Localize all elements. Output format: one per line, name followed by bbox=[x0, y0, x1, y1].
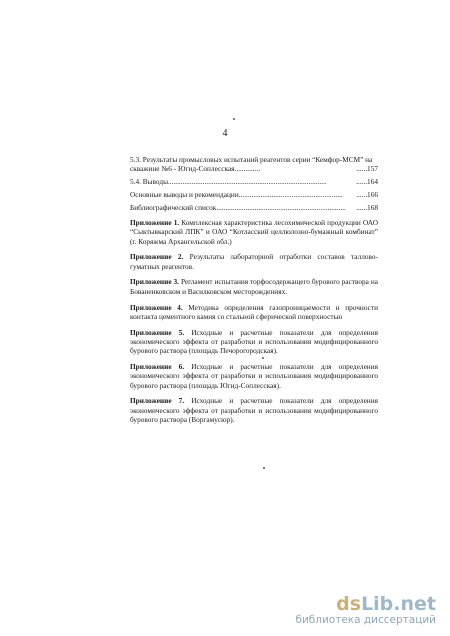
appendix-label: Приложение 5. bbox=[130, 327, 185, 337]
toc-entry-text: Библиографический список....................................................................... bbox=[130, 202, 346, 212]
toc-entry bbox=[130, 203, 378, 212]
appendix-label: Приложение 3. bbox=[130, 277, 179, 287]
appendix-label: Приложение 6. bbox=[130, 362, 185, 372]
toc-entry-page: ......168 bbox=[356, 202, 378, 212]
scan-speck bbox=[233, 118, 235, 120]
scan-speck bbox=[263, 467, 265, 469]
appendix-text: Результаты лабораторной отработки составов таллово-гуматных реагентов. bbox=[130, 252, 378, 271]
watermark-logo-prefix: ds bbox=[336, 593, 362, 615]
document-body bbox=[130, 155, 378, 431]
appendix-entry bbox=[130, 277, 378, 296]
appendix-text: Методика определения газопроницаемости и прочности контакта цементного камня со стальной сферической поверхностью bbox=[130, 302, 378, 321]
toc-entry-text: 5.4. Выводы....................................................................................... bbox=[130, 177, 327, 187]
appendix-text: Комплексная характеристика лесохимической продукции ОАО “Сыктывкарский ЛПК” и ОАО “Котласский целлюлозно-бумажный комбинат” (г. Коряжма Архангельской обл.) bbox=[130, 217, 378, 246]
appendix-label: Приложение 1. bbox=[130, 217, 180, 227]
toc-entry-page: ......157 bbox=[356, 164, 378, 174]
appendix-entry bbox=[130, 396, 378, 424]
dslib-watermark bbox=[295, 594, 436, 626]
toc-entry-text: Основные выводы и рекомендации......................................................... bbox=[130, 189, 343, 199]
appendix-text: Исходные и расчетные показатели для определения экономического эффекта от разработки и использования модифицированного бурового раствора (площадь Югид-Соплесская). bbox=[130, 362, 378, 390]
toc-entry bbox=[130, 190, 378, 199]
appendix-entry bbox=[130, 362, 378, 390]
appendix-label: Приложение 4. bbox=[130, 302, 183, 312]
appendix-entry bbox=[130, 252, 378, 271]
appendix-text: Исходные и расчетные показатели для определения экономического эффекта от разработки и использования модифицированного бурового раствора (Воргамусюр). bbox=[130, 396, 378, 425]
watermark-logo bbox=[295, 594, 436, 614]
appendix-text: Регламент испытания торфосодержащего бурового раствора на Бованенковском и Василковском месторождениях. bbox=[130, 277, 378, 296]
appendix-entry bbox=[130, 303, 378, 322]
watermark-subtitle: библиотека диссертаций bbox=[295, 614, 436, 626]
page-number: 4 bbox=[222, 128, 228, 139]
toc-entry bbox=[130, 177, 378, 186]
watermark-logo-rest: Lib.net bbox=[361, 593, 436, 615]
toc-entry-page: ......166 bbox=[356, 189, 378, 199]
toc-entry bbox=[130, 155, 378, 174]
appendix-label: Приложение 7. bbox=[130, 396, 185, 406]
toc-entry-text: 5.3. Результаты промысловых испытаний реагентов серии “Кемфор-МСМ” на скважине №6 - Югид-Соплесская.............. bbox=[130, 155, 373, 174]
appendix-label: Приложение 2. bbox=[130, 252, 184, 262]
toc-entry-page: ......164 bbox=[356, 177, 378, 187]
appendix-entry bbox=[130, 328, 378, 356]
appendix-text: Исходные и расчетные показатели для определения экономического эффекта от разработки и использования модифицированного бурового раствора (площадь Печорогородская). bbox=[130, 327, 378, 356]
appendix-entry bbox=[130, 218, 378, 246]
